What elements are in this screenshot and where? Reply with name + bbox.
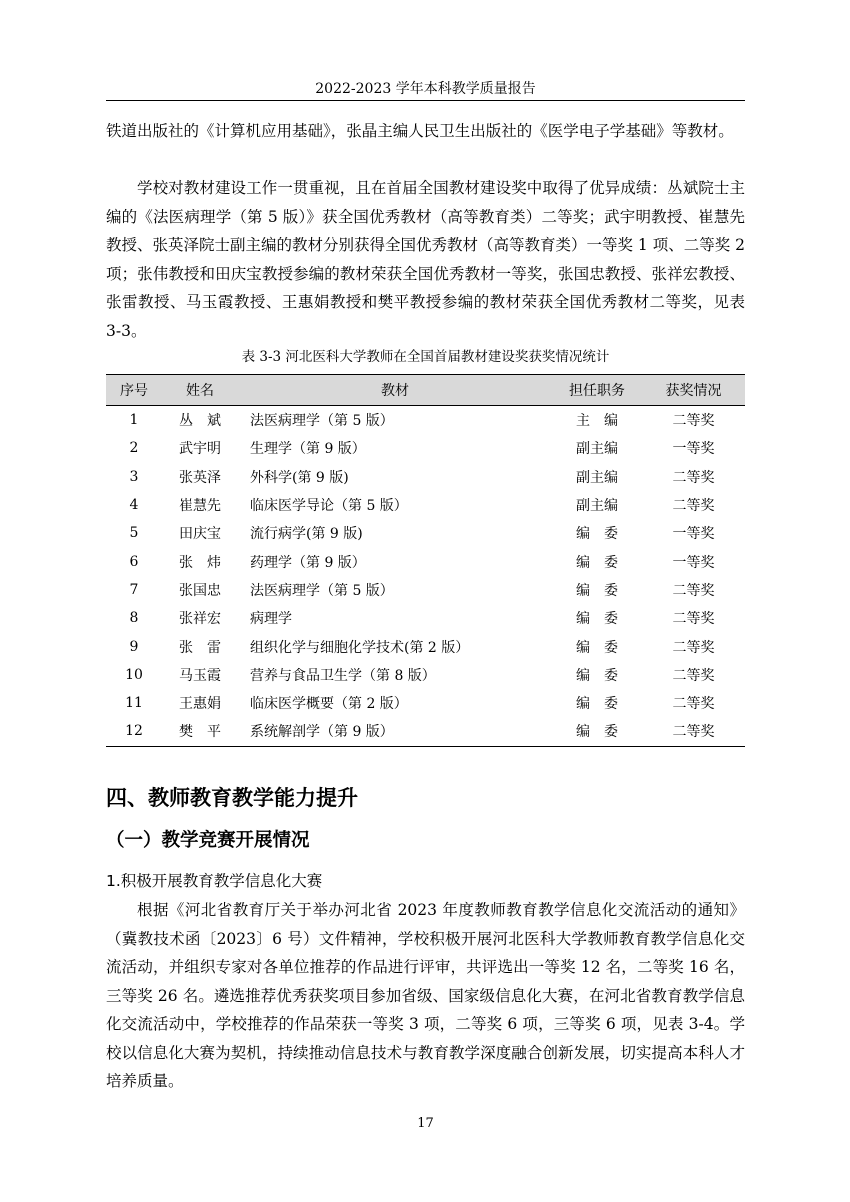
- table-cell-name: 张英泽: [179, 469, 221, 486]
- table-cell-role: 编 委: [576, 582, 618, 599]
- table-cell-no: 12: [106, 717, 162, 746]
- table-cell-no: 10: [125, 666, 143, 683]
- paragraph-2: 学校对教材建设工作一贯重视，且在首届全国教材建设奖中取得了优异成绩：丛斌院士主编的《法医病理学（第 5 版）》获全国优秀教材（高等教育类）二等奖；武宇明教授、崔慧先教授、张英泽院士副主编的教材分别获得全国优秀教材（高等教育类）一等奖 1 项、二等奖 2 项；张伟教授和田庆宝教授参编的教材荣获全国优秀教材一等奖，张国忠教授、张祥宏教授、张雷教授、马玉霞教授、王惠娟教授和樊平教授参编的教材荣获全国优秀教材二等奖，见表 3-3。: [106, 179, 746, 340]
- header-cell-role: 担任职务: [552, 375, 642, 406]
- table-cell-textbook: 营养与食品卫生学（第 8 版）: [250, 667, 436, 684]
- table-cell-name: 武宇明: [179, 441, 221, 458]
- table-row: [106, 547, 745, 575]
- paragraph-3: 根据《河北省教育厅关于举办河北省 2023 年度教师教育教学信息化交流活动的通知》（冀教技术函〔2023〕6 号）文件精神，学校积极开展河北医科大学教师教育教学信息化交流活动，并组织专家对各单位推荐的作品进行评审，共评选出一等奖 12 名，二等奖 16 名，三等奖 26 名。遴选推荐优秀获奖项目参加省级、国家级信息化大赛，在河北省教育教学信息化交流活动中，学校推荐的作品荣获一等奖 3 项，二等奖 6 项，三等奖 6 项，见表 3-4。学校以信息化大赛为契机，持续推动信息技术与教育教学深度融合创新发展，切实提高本科人才培养质量。: [106, 901, 745, 1090]
- table-cell-name: 樊 平: [162, 717, 238, 746]
- section-heading: 四、教师教育教学能力提升: [106, 786, 358, 810]
- table-cell-name: 丛 斌: [179, 413, 221, 430]
- table-cell-name: 张 雷: [179, 639, 221, 656]
- table-cell-award: 一等奖: [672, 441, 715, 458]
- table-cell-award: 二等奖: [672, 413, 715, 430]
- table-cell-textbook: 外科学(第 9 版): [250, 469, 349, 486]
- header-cell-award: 获奖情况: [642, 375, 745, 406]
- table-cell-award: 一等奖: [672, 554, 715, 571]
- table-caption: 表 3-3 河北医科大学教师在全国首届教材建设奖获奖情况统计: [241, 349, 610, 365]
- table-cell-role: 编 委: [576, 696, 618, 713]
- table-cell-textbook: 流行病学(第 9 版): [250, 526, 363, 543]
- table-row: [106, 717, 745, 746]
- table-cell-no: 1: [129, 412, 139, 429]
- table-row: [106, 632, 745, 660]
- table-cell-name: 田庆宝: [179, 526, 221, 543]
- table-header-row: [106, 375, 745, 406]
- table-cell-no: 7: [129, 581, 139, 598]
- header-cell-name: 姓名: [162, 375, 238, 406]
- table-cell-award: 二等奖: [672, 639, 715, 656]
- table-cell-no: 2: [129, 440, 139, 457]
- table-row: [106, 434, 745, 462]
- table-cell-role: 编 委: [576, 526, 618, 543]
- table-cell-no: 3: [129, 468, 139, 485]
- table-cell-role: 副主编: [576, 469, 618, 486]
- table-cell-award: 二等奖: [672, 611, 715, 628]
- table-cell-award: 二等奖: [642, 717, 745, 746]
- table-cell-no: 9: [129, 638, 139, 655]
- table-cell-textbook: 法医病理学（第 5 版）: [250, 413, 394, 430]
- table-cell-award: 二等奖: [672, 582, 715, 599]
- table-row: [106, 406, 745, 435]
- table-row: [106, 604, 745, 632]
- table-row: [106, 689, 745, 717]
- table-cell-award: 二等奖: [672, 667, 715, 684]
- table-cell-role: 副主编: [576, 498, 618, 515]
- table-row: [106, 463, 745, 491]
- table-cell-no: 5: [129, 525, 139, 542]
- table-cell-no: 4: [129, 497, 139, 514]
- table-cell-name: 马玉霞: [179, 667, 221, 684]
- table-cell-name: 王惠娟: [179, 696, 221, 713]
- table-row: [106, 661, 745, 689]
- table-cell-name: 崔慧先: [179, 498, 221, 515]
- table-cell-award: 一等奖: [672, 526, 715, 543]
- awards-table: [106, 374, 745, 747]
- table-cell-textbook: 组织化学与细胞化学技术(第 2 版）: [250, 639, 470, 656]
- table-cell-role: 主 编: [576, 413, 618, 430]
- subsection-heading: （一）教学竞赛开展情况: [106, 830, 310, 851]
- table-cell-no: 8: [129, 610, 139, 627]
- header-rule: [106, 100, 745, 101]
- header-cell-textbook: 教材: [238, 375, 552, 406]
- table-cell-textbook: 病理学: [250, 611, 292, 628]
- table-cell-name: 张国忠: [179, 582, 221, 599]
- page-number: 17: [417, 1116, 434, 1131]
- table-cell-award: 二等奖: [672, 498, 715, 515]
- table-cell-role: 编 委: [552, 717, 642, 746]
- table-cell-textbook: 药理学（第 9 版）: [250, 554, 366, 571]
- table-cell-textbook: 生理学（第 9 版）: [250, 441, 366, 458]
- table-cell-name: 张 炜: [179, 554, 221, 571]
- table-row: [106, 576, 745, 604]
- table-cell-textbook: 临床医学概要（第 2 版）: [250, 696, 408, 713]
- paragraph-1: 铁道出版社的《计算机应用基础》，张晶主编人民卫生出版社的《医学电子学基础》等教材。: [106, 122, 734, 140]
- table-cell-role: 编 委: [576, 611, 618, 628]
- table-cell-role: 编 委: [576, 667, 618, 684]
- table-cell-name: 张祥宏: [179, 611, 221, 628]
- table-cell-textbook: 系统解剖学（第 9 版）: [238, 717, 552, 746]
- table-row: [106, 519, 745, 547]
- header-cell-no: 序号: [106, 375, 162, 406]
- table-cell-role: 编 委: [576, 554, 618, 571]
- table-cell-role: 编 委: [576, 639, 618, 656]
- table-cell-no: 11: [125, 695, 143, 712]
- table-cell-role: 副主编: [576, 441, 618, 458]
- table-cell-award: 二等奖: [672, 696, 715, 713]
- table-cell-textbook: 临床医学导论（第 5 版）: [250, 498, 408, 515]
- page-header: 2022-2023 学年本科教学质量报告: [315, 81, 536, 97]
- table-cell-no: 6: [129, 553, 139, 570]
- table-row: [106, 491, 745, 519]
- table-cell-textbook: 法医病理学（第 5 版）: [250, 582, 394, 599]
- table-cell-award: 二等奖: [672, 469, 715, 486]
- item-heading: 1.积极开展教育教学信息化大赛: [106, 872, 323, 890]
